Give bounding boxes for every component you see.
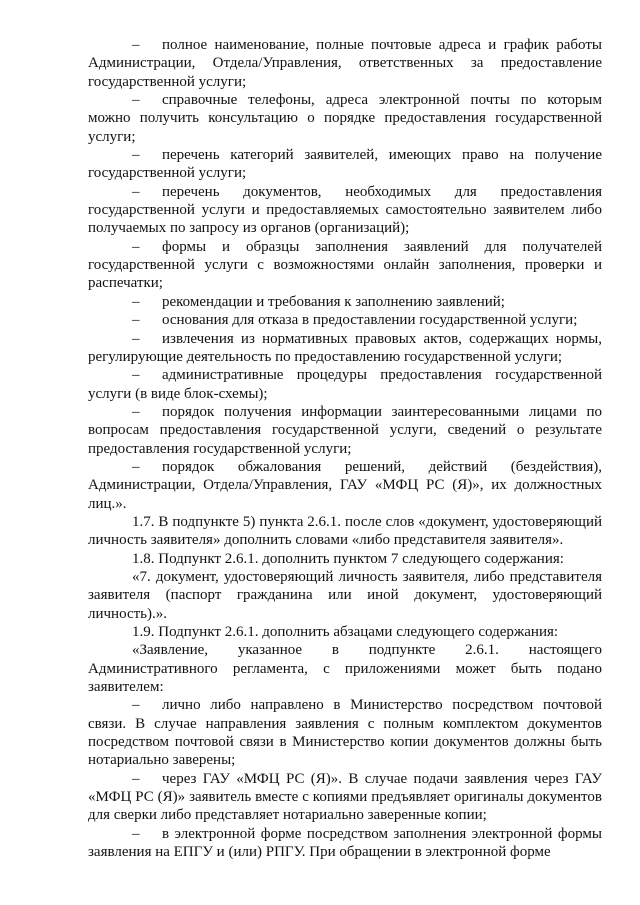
paragraph-text: порядок получения информации заинтересованными лицами по вопросам предоставления государственной услуги, сведений о результате предоставления государственной услуги;: [88, 403, 602, 457]
list-item: [88, 183, 602, 238]
paragraph: 1.9. Подпункт 2.6.1. дополнить абзацами следующего содержания:: [132, 624, 559, 640]
dash-marker: –: [132, 37, 140, 53]
paragraph-text: в электронной форме посредством заполнения электронной формы заявления на ЕПГУ и (или) РПГУ. При обращении в электронной форме: [88, 825, 602, 861]
document-page: [88, 36, 602, 861]
dash-marker: –: [132, 697, 140, 714]
paragraph: «7. документ, удостоверяющий личность заявителя, либо представителя заявителя (паспорт гражданина или иной документ, удостоверяющий личность).».: [88, 568, 602, 622]
list-item: [88, 696, 602, 769]
paragraph: 1.8. Подпункт 2.6.1. дополнить пунктом 7 следующего содержания:: [132, 550, 564, 567]
list-item: [88, 458, 602, 513]
paragraph: 1.7. В подпункте 5) пункта 2.6.1. после слов «документ, удостоверяющий личность заявителя» дополнить словами «либо представителя заявителя».: [88, 513, 602, 549]
dash-marker: –: [132, 458, 140, 475]
paragraph-text: через ГАУ «МФЦ РС (Я)». В случае подачи заявления через ГАУ «МФЦ РС (Я)» заявитель вместе с копиями предъявляет оригиналы документов для сверки либо представляет нотариально заверенные копии;: [88, 770, 602, 824]
paragraph-text: извлечения из нормативных правовых актов, содержащих нормы, регулирующие деятельность по предоставлению государственной услуги;: [88, 330, 602, 365]
list-item: [88, 293, 602, 311]
paragraph-text: справочные телефоны, адреса электронной почты по которым можно получить консультацию о порядке предоставления государственной услуги;: [88, 92, 602, 145]
list-item: [88, 770, 602, 825]
paragraph-text: перечень документов, необходимых для предоставления государственной услуги и предоставляемых самостоятельно заявителем либо получаемых по запросу из органов (организаций);: [88, 183, 602, 237]
dash-marker: –: [132, 293, 140, 310]
paragraph-text: перечень категорий заявителей, имеющих право на получение государственной услуги;: [88, 147, 602, 182]
paragraph-text: полное наименование, полные почтовые адреса и график работы Администрации, Отдела/Управления, ответственных за предоставление государственной услуги;: [88, 37, 602, 90]
list-item: [88, 146, 602, 183]
list-item: [88, 366, 602, 403]
dash-marker: –: [132, 238, 140, 255]
list-item: [88, 238, 602, 293]
paragraph-text: формы и образцы заполнения заявлений для получателей государственной услуги с возможностями онлайн заполнения, проверки и распечатки;: [88, 238, 602, 292]
dash-marker: –: [132, 367, 140, 384]
list-item: [88, 403, 602, 458]
dash-marker: –: [132, 183, 140, 200]
list-item: [88, 330, 602, 367]
list-item: [88, 825, 602, 862]
paragraph-text: лично либо направлено в Министерство посредством почтовой связи. В случае направления заявления с полным комплектом документов посредством почтовой связи в Министерство копии документов должны быть нотариально заверены;: [88, 697, 602, 769]
paragraph-text: основания для отказа в предоставлении государственной услуги;: [162, 312, 578, 329]
dash-marker: –: [132, 825, 140, 842]
paragraph-text: административные процедуры предоставления государственной услуги (в виде блок-схемы);: [88, 367, 602, 402]
dash-marker: –: [132, 770, 140, 787]
list-item: [88, 311, 602, 329]
dash-marker: –: [132, 92, 140, 109]
dash-marker: –: [132, 403, 140, 420]
list-item: [88, 91, 602, 146]
paragraph-text: рекомендации и требования к заполнению заявлений;: [162, 293, 505, 310]
paragraph: «Заявление, указанное в подпункте 2.6.1. настоящего Административного регламента, с приложениями может быть подано заявителем:: [88, 642, 602, 696]
list-item: [88, 36, 602, 91]
dash-marker: –: [132, 147, 140, 164]
dash-marker: –: [132, 330, 140, 347]
dash-marker: –: [132, 312, 140, 329]
paragraph-text: порядок обжалования решений, действий (бездействия), Администрации, Отдела/Управления, ГАУ «МФЦ РС (Я)», их должностных лиц.».: [88, 458, 602, 512]
